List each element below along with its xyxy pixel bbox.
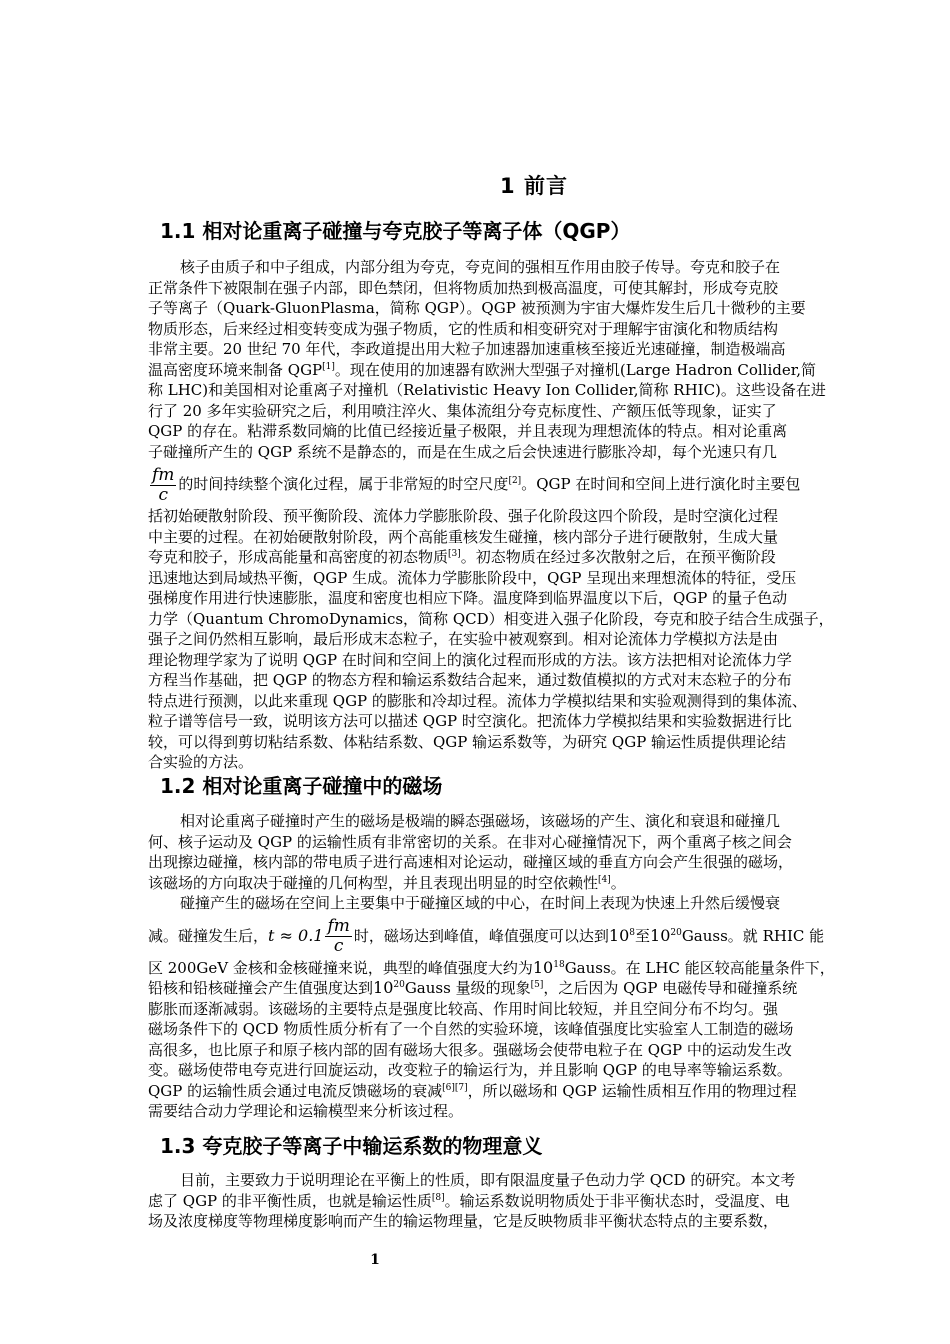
text-line: 正常条件下被限制在强子内部，即色禁闭，但将物质加热到极高温度，可使其解封，形成夸克胶 (148, 278, 779, 297)
text-line: 合实验的方法。 (148, 753, 254, 771)
text-line (148, 978, 860, 999)
text-run: 夸克和胶子，形成高能量和高密度的初态物质 (148, 548, 449, 566)
citation: [8] (431, 1192, 445, 1203)
text-line (148, 1191, 860, 1212)
text-line (148, 547, 860, 568)
citation: [4] (598, 874, 611, 885)
math-power (533, 958, 565, 977)
text-line: 特点进行预测，以此来重现 QGP 的膨胀和冷却过程。流体力学模拟结果和实验观测得到的集体流、 (148, 691, 807, 710)
text-run: QGP 的运输性质会通过电流反馈磁场的衰减 (148, 1081, 443, 1100)
text-run: 减。碰撞发生后， (148, 926, 269, 945)
text-line: 较，可以得到剪切粘结系数、体粘结系数、QGP 输运系数等，为研究 QGP 输运性质提供理论结 (148, 732, 787, 751)
fraction-fm-over-c (150, 466, 176, 505)
text-line: 何、核子运动及 QGP 的运输性质有非常密切的关系。在非对心碰撞情况下，两个重离子核之间会 (148, 832, 792, 851)
text-run: 。输运系数说明物质处于非平衡状态时，受温度、电 (444, 1191, 790, 1210)
citation: [3] (448, 549, 461, 559)
text-line (148, 360, 860, 381)
citation: [2] (508, 476, 522, 486)
math-base: 10 (373, 978, 394, 997)
text-run: 。现在使用的加速器有欧洲大型强子对撞机(Large Hadron Collider,简 (334, 360, 817, 379)
text-line: 场及浓度梯度等物理梯度影响而产生的输运物理量，它是反映物质非平衡状态特点的主要系数， (148, 1212, 779, 1230)
paragraph-1-2a (148, 811, 860, 1122)
fraction-denominator: c (333, 936, 344, 956)
text-line: 理论物理学家为了说明 QGP 在时间和空间上的演化过程而形成的方法。该方法把相对论流体力学 (148, 650, 792, 669)
math-base: 10 (608, 925, 630, 945)
math-exponent: 20 (393, 980, 405, 990)
text-line (148, 914, 860, 958)
text-line: 子等离子（Quark-GluonPlasma，简称 QGP）。QGP 被预测为宇宙大爆炸发生后几十微秒的主要 (148, 299, 806, 317)
math-power (609, 926, 635, 945)
text-line: 高很多，也比原子和原子核内部的固有磁场大很多。强磁场会使带电粒子在 QGP 中的运动发生改 (148, 1040, 792, 1059)
text-run: 时，磁场达到峰值，峰值强度可以达到 (353, 926, 609, 945)
math-base: 10 (650, 925, 671, 945)
text-line: 磁场条件下的 QCD 物质性质分析有了一个自然的实验环境，该峰值强度比实验室人工制造的磁场 (148, 1020, 794, 1038)
citation: [5] (530, 980, 544, 990)
text-line: 力学（Quantum ChromoDynamics，简称 QCD）相变进入强子化阶段，夸克和胶子结合生成强子， (148, 609, 834, 628)
text-line: QGP 的存在。粘滞系数同熵的比值已经接近量子极限，并且表现为理想流体的特点。相对论重离 (148, 422, 788, 440)
math-expression (268, 926, 323, 945)
text-run: 。 (610, 873, 626, 892)
text-line: 粒子谱等信号一致，说明该方法可以描述 QGP 时空演化。把流体力学模拟结果和实验数据进行比 (148, 712, 792, 730)
page-number: 1 (370, 1252, 380, 1268)
text-run: 温高密度环境来制备 QGP (148, 360, 323, 379)
text-run: 。QGP 在时间和空间上进行演化时主要包 (521, 475, 801, 493)
text-line: 碰撞产生的磁场在空间上主要集中于碰撞区域的中心，在时间上表现为快速上升然后缓慢衰 (180, 894, 781, 912)
text-line: 非常主要。20 世纪 70 年代，李政道提出用大粒子加速器加速重核至接近光速碰撞，制造极端高 (148, 340, 786, 358)
text-run: 该磁场的方向取决于碰撞的几何构型，并且表现出明显的时空依赖性 (148, 873, 599, 892)
text-line (148, 873, 860, 894)
fraction-numerator: fm (327, 916, 350, 936)
text-line: 强梯度作用进行快速膨胀，温度和密度也相应下降。温度降到临界温度以下后，QGP 的量子色动 (148, 589, 788, 607)
math-base: 10 (532, 957, 554, 977)
text-line: 核子由质子和中子组成，内部分组为夸克，夸克间的强相互作用由胶子传导。夸克和胶子在 (180, 258, 781, 276)
citation: [6][7] (442, 1082, 468, 1093)
text-line: 出现擦边碰撞，核内部的带电质子进行高速相对论运动，碰撞区域的垂直方向会产生很强的磁场， (148, 853, 794, 871)
math-exponent: 18 (553, 959, 565, 970)
text-line: 相对论重离子碰撞时产生的磁场是极端的瞬态强磁场，该磁场的产生、演化和衰退和碰撞几 (180, 812, 781, 830)
text-line: 括初始硬散射阶段、预平衡阶段、流体力学膨胀阶段、强子化阶段这四个阶段，是时空演化过程 (148, 507, 779, 525)
math-exponent: 20 (670, 927, 682, 938)
text-line: 强子之间仍然相互影响，最后形成末态粒子，在实验中被观察到。相对论流体力学模拟方法是由 (148, 630, 779, 648)
citation: [1] (322, 361, 335, 372)
text-run: 区 200GeV 金核和金核碰撞来说，典型的峰值强度大约为 (148, 958, 533, 977)
section-title-1-2: 1.2 相对论重离子碰撞中的磁场 (160, 774, 443, 798)
text-line: 目前，主要致力于说明理论在平衡上的性质，即有限温度量子色动力学 QCD 的研究。本文考 (180, 1171, 796, 1189)
text-run: Gauss。就 RHIC 能 (681, 926, 825, 945)
text-line: 方程当作基础，把 QGP 的物态方程和输运系数结合起来，通过数值模拟的方式对末态粒子的分布 (148, 671, 792, 689)
fraction-numerator: fm (152, 464, 175, 485)
math-power (373, 978, 405, 997)
text-line: 行了 20 多年实验研究之后，利用喷注淬火、集体流组分夸克标度性、产额压低等现象，证实了 (148, 401, 777, 420)
text-run: ，之后因为 QGP 电磁传导和碰撞系统 (543, 979, 798, 997)
text-run: 铅核和铅核碰撞会产生值强度达到 (148, 979, 374, 997)
math-power (650, 926, 682, 945)
section-title-1-1: 1.1 相对论重离子碰撞与夸克胶子等离子体（QGP） (160, 219, 631, 243)
text-line: 变。磁场使带电夸克进行回旋运动，改变粒子的输运行为，并且影响 QGP 的电导率等输运系数。 (148, 1061, 792, 1079)
chapter-title: 1 前言 (500, 174, 568, 198)
paragraph-1-3 (148, 1170, 860, 1232)
text-run: Gauss 量级的现象 (404, 979, 531, 997)
text-line: 称 LHC)和美国相对论重离子对撞机（Relativistic Heavy Ion Collider,简称 RHIC)。这些设备在进 (148, 381, 826, 399)
text-line: 膨胀而逐渐减弱。该磁场的主要特点是强度比较高、作用时间比较短，并且空间分布不均匀。强 (148, 999, 779, 1018)
paragraph-1-1 (148, 257, 860, 773)
math-run: t ≈ 0.1 (268, 925, 324, 945)
math-exponent: 8 (629, 927, 635, 938)
text-line (148, 462, 860, 506)
text-run: ，所以磁场和 QGP 运输性质相互作用的物理过程 (467, 1081, 797, 1100)
text-run: 至 (635, 926, 651, 945)
text-run: 。初态物质在经过多次散射之后，在预平衡阶段 (460, 548, 776, 566)
fraction-denominator: c (158, 484, 168, 505)
text-line: 中主要的过程。在初始硬散射阶段，两个高能重核发生碰撞，核内部分子进行硬散射，生成大量 (148, 527, 779, 546)
text-line: 迅速地达到局域热平衡，QGP 生成。流体力学膨胀阶段中，QGP 呈现出来理想流体的特征，受压 (148, 568, 797, 587)
fraction-fm-over-c (325, 917, 351, 956)
text-run: Gauss。在 LHC 能区较高能量条件下， (564, 958, 835, 977)
text-line: 物质形态，后来经过相变转变成为强子物质，它的性质和相变研究对于理解宇宙演化和物质结构 (148, 319, 779, 338)
text-run: 虑了 QGP 的非平衡性质，也就是输运性质 (148, 1191, 432, 1210)
text-run: 的时间持续整个演化过程，属于非常短的时空尺度 (178, 475, 509, 493)
text-line: 需要结合动力学理论和运输模型来分析该过程。 (148, 1102, 464, 1120)
section-title-1-3: 1.3 夸克胶子等离子中输运系数的物理意义 (160, 1134, 543, 1158)
text-line (148, 958, 860, 979)
text-line: 子碰撞所产生的 QGP 系统不是静态的，而是在生成之后会快速进行膨胀冷却，每个光速只有几 (148, 442, 777, 461)
text-line (148, 1081, 860, 1102)
